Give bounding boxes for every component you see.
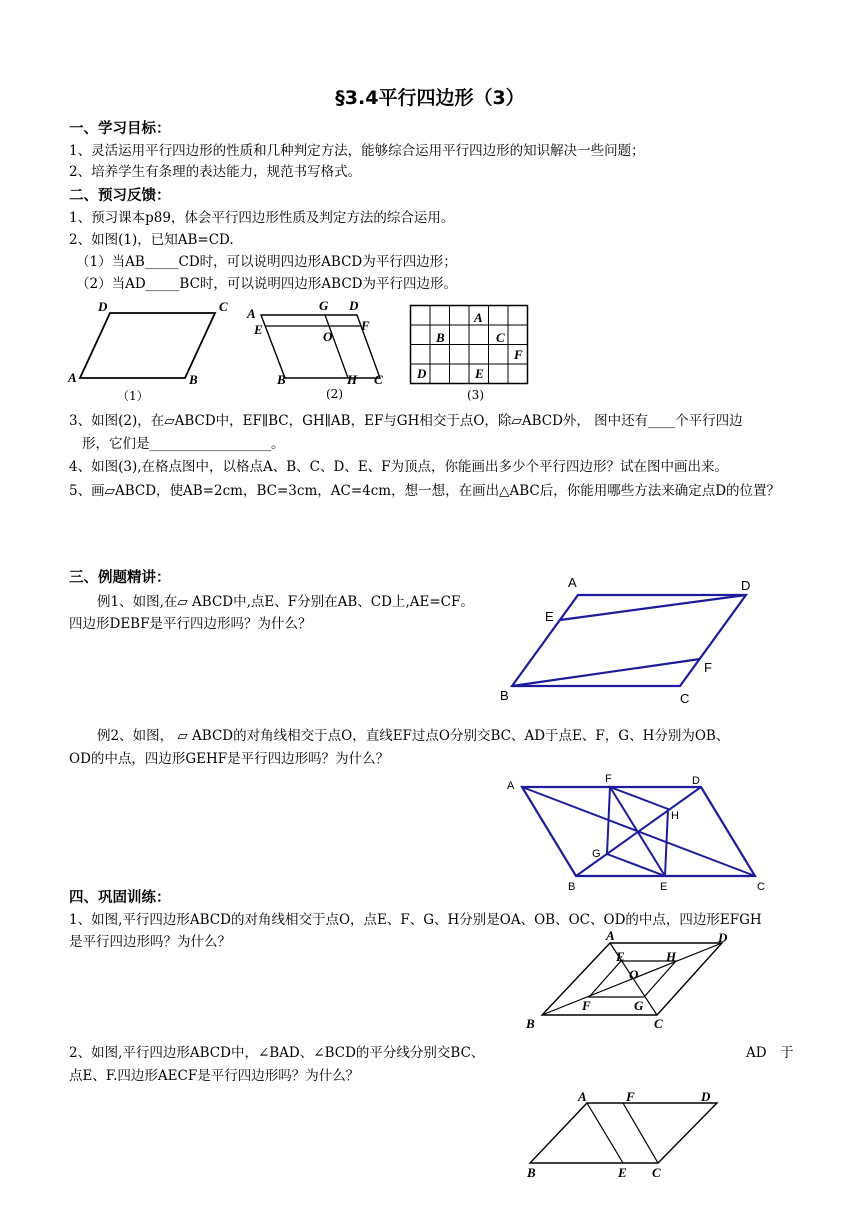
label-C: C <box>757 881 765 893</box>
label-E: E <box>475 366 484 381</box>
figure-1-parallelogram <box>65 298 245 388</box>
label-H: H <box>666 949 677 964</box>
label-B: B <box>527 1165 536 1180</box>
label-E: E <box>618 1165 627 1180</box>
preview-line-8: 5、画▱ABCD，使AB=2cm，BC=3cm，AC=4cm，想一想，在画出△ABC后，你能用哪些方法来确定点D的位置？ <box>69 483 781 499</box>
label-G: G <box>634 998 644 1013</box>
label-B: B <box>500 688 509 703</box>
label-A: A <box>606 928 615 943</box>
example-2-figure <box>505 770 775 895</box>
label-F: F <box>626 1089 635 1104</box>
label-A: A <box>474 310 483 325</box>
section-heading-preview: 二、预习反馈： <box>69 188 171 204</box>
label-F: F <box>361 318 370 333</box>
label-D: D <box>417 366 427 381</box>
preview-line-7: 4、如图(3),在格点图中，以格点A、B、C、D、E、F为顶点，你能画出多少个平行四边形？试在图中画出来。 <box>69 459 729 475</box>
example-2-line-1: 例2、如图， ▱ ABCD的对角线相交于点O，直线EF过点O分别交BC、AD于点E、F，G、H分别为OB、 <box>97 728 730 744</box>
example-1-figure <box>498 572 758 712</box>
practice-2-figure <box>520 1085 740 1180</box>
label-C: C <box>654 1016 663 1031</box>
label-C: C <box>652 1165 661 1180</box>
example-2-line-2: OD的中点，四边形GEHF是平行四边形吗？为什么？ <box>69 751 390 767</box>
label-F: F <box>704 660 712 675</box>
label-B: B <box>436 330 445 345</box>
label-E: E <box>545 609 554 624</box>
label-B: B <box>189 372 198 387</box>
label-A: A <box>568 575 577 590</box>
label-D: D <box>701 1089 711 1104</box>
practice-2-line-1: 2、如图,平行四边形ABCD中，∠BAD、∠BCD的平分线分别交BC、 <box>69 1045 485 1061</box>
label-D: D <box>692 775 700 787</box>
preview-line-4: （2）当AD_____BC时，可以说明四边形ABCD为平行四边形。 <box>76 276 457 292</box>
page-title: §3.4平行四边形（3） <box>335 87 525 109</box>
goal-1: 1、灵活运用平行四边形的性质和几种判定方法，能够综合运用平行四边形的知识解决一些问题； <box>69 143 645 159</box>
goal-2: 2、培养学生有条理的表达能力，规范书写格式。 <box>69 164 362 180</box>
preview-line-2: 2、如图(1)，已知AB=CD. <box>69 232 234 248</box>
preview-line-3: （1）当AB_____CD时，可以说明四边形ABCD为平行四边形； <box>76 254 457 270</box>
practice-2-line-1-tail: AD 于 <box>746 1045 794 1061</box>
practice-1-line-2: 是平行四边形吗？为什么？ <box>69 934 231 950</box>
label-C: C <box>219 299 228 314</box>
label-F: F <box>582 998 591 1013</box>
label-E: E <box>660 881 668 893</box>
label-B: B <box>277 372 286 387</box>
label-D: D <box>718 930 728 945</box>
label-H: H <box>671 810 679 822</box>
label-D: D <box>98 299 108 314</box>
label-D: D <box>349 298 359 313</box>
preview-line-1: 1、预习课本p89，体会平行四边形性质及判定方法的综合运用。 <box>69 210 455 226</box>
label-A: A <box>247 306 256 321</box>
section-heading-examples: 三、例题精讲： <box>69 570 171 586</box>
figure-3-grid <box>410 305 530 385</box>
label-F: F <box>514 347 523 362</box>
label-E: E <box>616 949 625 964</box>
label-C: C <box>680 691 690 706</box>
label-H: H <box>347 372 358 387</box>
example-1-line-2: 四边形DEBF是平行四边形吗？为什么？ <box>69 616 312 632</box>
section-heading-goals: 一、学习目标： <box>69 121 171 137</box>
label-C: C <box>496 330 505 345</box>
label-G: G <box>319 298 329 313</box>
caption-3: (3) <box>467 388 484 402</box>
label-C: C <box>374 372 383 387</box>
preview-line-6: 形，它们是__________________。 <box>82 436 285 452</box>
figure-2-parallelogram <box>243 298 393 388</box>
label-B: B <box>568 881 576 893</box>
section-heading-practice: 四、巩固训练： <box>69 890 171 906</box>
preview-line-5: 3、如图(2)，在▱ABCD中，EF∥BC，GH∥AB，EF与GH相交于点O，除▱ABCD外， 图中还有____个平行四边 <box>69 413 743 429</box>
practice-1-figure <box>520 925 740 1035</box>
example-1-line-1: 例1、如图,在▱ ABCD中,点E、F分别在AB、CD上,AE=CF。 <box>97 594 474 610</box>
label-O: O <box>629 967 639 982</box>
label-F: F <box>605 773 612 785</box>
caption-2: (2) <box>326 387 343 401</box>
label-A: A <box>578 1089 587 1104</box>
label-G: G <box>592 848 601 860</box>
practice-1-line-1: 1、如图,平行四边形ABCD的对角线相交于点O，点E、F、G、H分别是OA、OB、OC、OD的中点，四边形EFGH <box>69 912 762 928</box>
label-A: A <box>507 780 515 792</box>
label-E: E <box>254 322 263 337</box>
caption-1: （1） <box>117 389 149 403</box>
label-B: B <box>526 1016 535 1031</box>
label-A: A <box>68 370 77 385</box>
label-D: D <box>741 578 751 593</box>
practice-2-line-2: 点E、F.四边形AECF是平行四边形吗？为什么？ <box>69 1068 360 1084</box>
label-O: O <box>323 329 333 344</box>
